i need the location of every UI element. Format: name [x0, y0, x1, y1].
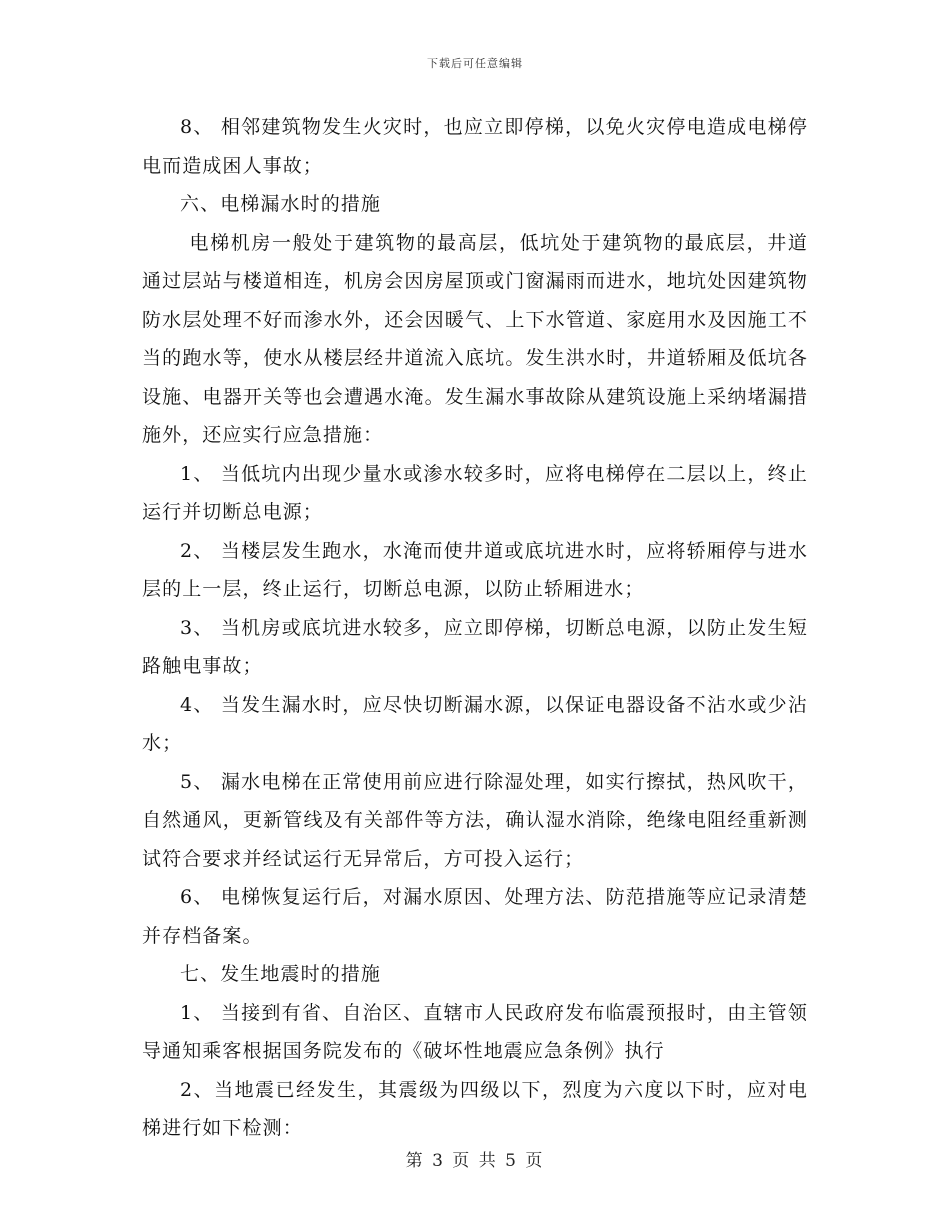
- paragraph-item-3: 3、 当机房或底坑进水较多，应立即停梯，切断总电源，以防止发生短路触电事故；: [142, 616, 808, 677]
- paragraph-item-4: 4、 当发生漏水时，应尽快切断漏水源，以保证电器设备不沾水或少沾水；: [142, 693, 808, 754]
- paragraph-item-5: 5、 漏水电梯在正常使用前应进行除湿处理，如实行擦拭，热风吹干，自然通风，更新管线及有关部件等方法，确认湿水消除，绝缘电阻经重新测试符合要求并经试运行无异常后，方可投入运行；: [142, 770, 808, 870]
- paragraph-earthquake-item-2: 2、当地震已经发生，其震级为四级以下，烈度为六度以下时，应对电梯进行如下检测：: [142, 1078, 808, 1139]
- paragraph-item-8: 8、 相邻建筑物发生火灾时，也应立即停梯，以免火灾停电造成电梯停电而造成困人事故；: [142, 116, 808, 177]
- document-body: [142, 108, 808, 1148]
- paragraph-earthquake-item-1: 1、 当接到有省、自治区、直辖市人民政府发布临震预报时，由主管领导通知乘客根据国务院发布的《破坏性地震应急条例》执行: [142, 1001, 808, 1062]
- section-heading-6: 六、电梯漏水时的措施: [180, 193, 382, 215]
- page-footer: [0, 1146, 950, 1171]
- footer-page-number: 3: [432, 1151, 445, 1171]
- paragraph-water-leak-intro: 电梯机房一般处于建筑物的最高层，低坑处于建筑物的最底层，井道通过层站与楼道相连，机房会因房屋顶或门窗漏雨而进水，地坑处因建筑物防水层处理不好而渗水外，还会因暖气、上下水管道、家庭用水及因施工不当的跑水等，使水从楼层经井道流入底坑。发生洪水时，井道轿厢及低坑各设施、电器开关等也会遭遇水淹。发生漏水事故除从建筑设施上采纳堵漏措施外，还应实行应急措施：: [142, 231, 808, 446]
- paragraph-item-1: 1、 当低坑内出现少量水或渗水较多时，应将电梯停在二层以上，终止运行并切断总电源；: [142, 462, 808, 523]
- footer-prefix: 第: [405, 1151, 425, 1171]
- footer-total-pages: 5: [505, 1151, 518, 1171]
- footer-middle: 页 共: [452, 1151, 498, 1171]
- section-heading-7: 七、发生地震时的措施: [180, 963, 382, 985]
- page-header-note: 下载后可任意编辑: [427, 57, 523, 70]
- footer-suffix: 页: [525, 1151, 545, 1171]
- paragraph-item-2: 2、 当楼层发生跑水，水淹而使井道或底坑进水时，应将轿厢停与进水层的上一层，终止运行，切断总电源，以防止轿厢进水；: [142, 539, 808, 600]
- paragraph-item-6: 6、 电梯恢复运行后，对漏水原因、处理方法、防范措施等应记录清楚并存档备案。: [142, 886, 808, 947]
